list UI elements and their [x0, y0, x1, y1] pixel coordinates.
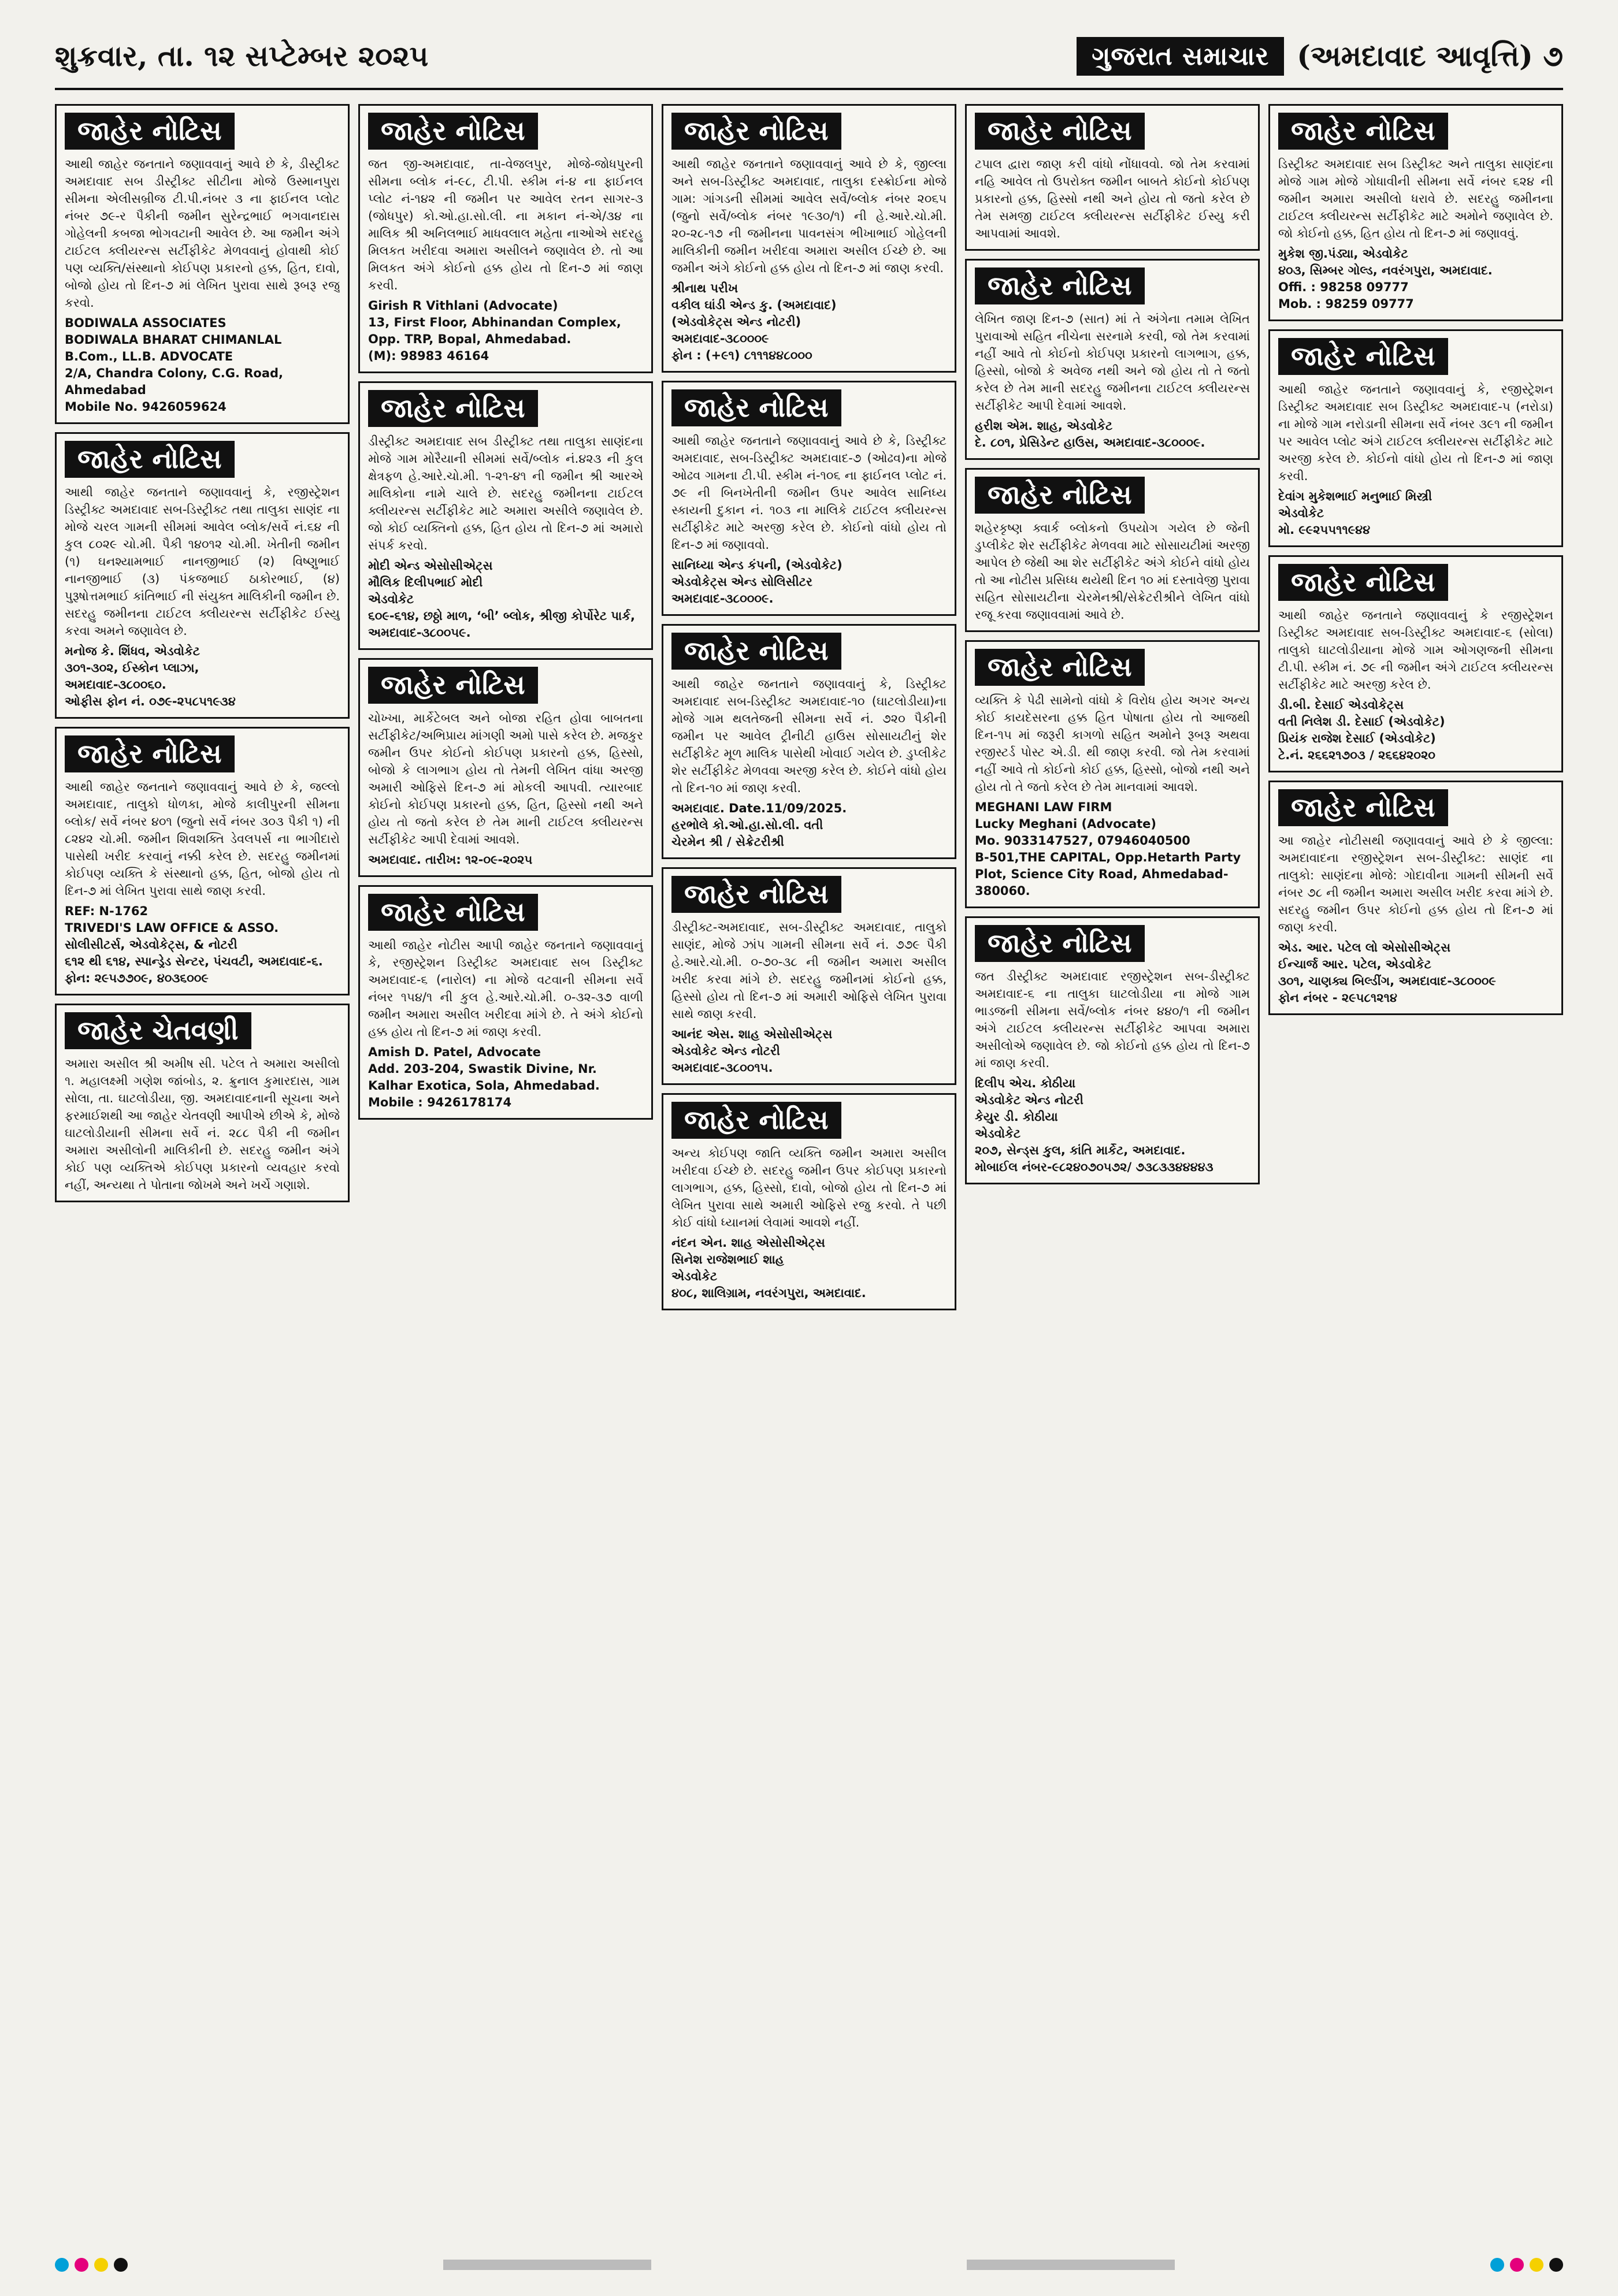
notice-body: આથી જાહેર જનતાને જણાવવાનું કે, ડિસ્ટ્રીક્ટ અમદાવાદ સબ-ડિસ્ટ્રીક્ટ અમદાવાદ-૧૦ (ઘાટલોડીયા)ના મોજે ગામ થલતેજની સીમના સર્વે નં. ૭૨૦ પૈકીની જમીન પર આવેલ ટ્રીનીટી હાઉસ સોસાયટીનું શેર સર્ટીફીકેટ મૂળ માલિક પાસેથી ખોવાઈ ગયેલ છે. ડુપ્લીકેટ શેર સર્ટીફીકેટ મેળવવા અરજી કરેલ છે. કોઈને વાંધો હોય તો દિન-૧૦ માં જાણ કરવી. [671, 677, 947, 795]
notice-title: જાહેર નોટિસ [1278, 113, 1448, 150]
notice-body: શહેરકૃષ્ણ ક્વાર્ક બ્લોકનો ઉપયોગ ગયેલ છે જેની ડુપ્લીકેટ શેર સર્ટીફીકેટ મેળવવા માટે સોસાયટીમાં અરજી આપેલ છે જેથી આ શેર સર્ટીફીકેટ અંગે કોઈને વાંધો હોય તો આ નોટીસ પ્રસિધ્ધ થયેથી દિન ૧૦ માં દસ્તાવેજી પુરાવા સહિત સોસાયટીના ચેરમેનશ્રી/સેક્રેટરીશ્રીને લેખિત વાંધો રજૂ કરવા જણાવવામાં આવે છે. [975, 521, 1250, 622]
notice-body: આથી જાહેર જનતાને જણાવવાનું આવે છે કે, જીલ્લા અને સબ-ડિસ્ટ્રીક્ટ અમદાવાદ, તાલુકા દસ્ક્રોઈના મોજે ગામ: ગાંગડની સીમમાં આવેલ સર્વે/બ્લોક નંબર ૨૦૬૫ (જુનો સર્વે/બ્લોક નંબર ૧૯૩૦/૧) ની હે.આરે.ચો.મી. ૨૦-૨૮-૧૭ ની જમીનના પાવનસંગ ભીખાભાઈ ગોહેલની માલિકીની જમીન ખરીદવા અમારા અસીલ ઈચ્છે છે. આ જમીન અંગે કોઈનો હક્ક હોય તો દિન-૭ માં જાણ કરવી. [671, 157, 947, 275]
column-4 [965, 104, 1260, 2242]
notice-box [55, 432, 350, 719]
notice-signature: શ્રીનાથ પરીખ વકીલ ઘાંડી એન્ડ કુ. (અમદાવાદ) (એડવોકેટ્સ એન્ડ નોટરી) અમદાવાદ-૩૮૦૦૦૯ ફોન : (+૯૧) ૮૧૧૧૪૪૮૦૦૦ [671, 281, 837, 362]
notice-body: વ્યક્તિ કે પેઢી સામેનો વાંધો કે વિરોધ હોય અગર અન્ય કોઈ કાયદેસરના હક્ક હિત પોષાતા હોય તો આજથી દિન-૧૫ માં જરૂરી કાગળો સહિત અમોને રૂબરૂ અથવા રજીસ્ટર્ડ પોસ્ટ એ.ડી. થી જાણ કરવી. જો તેમ કરવામાં નહીં આવે તો કોઈનો કોઈ હક્ક, હિસ્સો, બોજો નથી અને હોય તો તે જતો કરેલ છે તેમ માનવામાં આવશે. [975, 693, 1250, 794]
notice-title: જાહેર નોટિસ [1278, 789, 1448, 826]
notice-title: જાહેર નોટિસ [368, 113, 538, 150]
notice-box [965, 640, 1260, 908]
notice-body: આથી જાહેર જનતાને જણાવવાનું કે, રજીસ્ટ્રેશન ડિસ્ટ્રીક્ટ અમદાવાદ સબ-ડિસ્ટ્રીક્ટ તથા તાલુકા સાણંદ ના મોજે ચરલ ગામની સીમમાં આવેલ બ્લોક/સર્વે નં.૬૪ ની કુલ ૮૦૨૯ ચો.મી. પૈકી ૧૪૦૧૨ ચો.મી. ખેતીની જમીન (૧) ઘનશ્યામભાઈ નાનજીભાઈ (૨) વિષ્ણુભાઈ નાનજીભાઈ (૩) પંકજભાઈ ઠાકોરભાઈ, (૪) પુરૂષોત્તમભાઈ કાંતિભાઈ ની સંયુક્ત માલિકીની જમીન છે. સદરહુ જમીનના ટાઈટલ ક્લીયરન્સ સર્ટીફીકેટ ઈસ્યુ કરવા અમને જણાવેલ છે. [65, 485, 340, 638]
notice-body: જત જી-અમદાવાદ, તા-વેજલપુર, મોજે-જોધપુરની સીમના બ્લોક નં-૯૮, ટી.પી. સ્કીમ નં-૪ ના ફાઈનલ પ્લોટ નં-૧૪૨ ની જમીન પર આવેલ રતન સાગર-૩ (જોધપુર) કો.ઓ.હા.સો.લી. ના મકાન નં-એ/૩૪ ના માલિક શ્રી અનિલભાઈ માધવલાલ મહેતા નાઓએ સદરહુ મિલકત ખરીદવા અમારા અસીલને જણાવેલ છે. તો આ મિલકત અંગે કોઈનો હક્ક હોય તો દિન-૭ માં જાણ કરવી. [368, 157, 643, 292]
notice-title: જાહેર નોટિસ [671, 389, 841, 426]
column-1 [55, 104, 350, 2242]
notice-body: ડીસ્ટ્રીક્ટ અમદાવાદ સબ ડીસ્ટ્રીક્ટ તથા તાલુકા સાણંદના મોજે ગામ મોરૈયાની સીમમાં સર્વે/બ્લોક નં.૪૨૩ ની કુલ ક્ષેત્રફળ હે.આરે.ચો.મી. ૧-૨૧-૪૧ ની જમીન શ્રી આરએ માલિકોના નામે ચાલે છે. સદરહુ જમીનના ટાઈટલ ક્લીયરન્સ સર્ટીફીકેટ માટે અમારા અસીલે જણાવેલ છે. જો કોઈ વ્યક્તિનો હક્ક, હિત હોય તો દિન-૭ માં અમારો સંપર્ક કરવો. [368, 434, 643, 552]
notice-body: અમારા અસીલ શ્રી અમીષ સી. પટેલ તે અમારા અસીલો ૧. મહાલક્ષ્મી ગણેશ જાંબોડ, ૨. ક્રુનાલ કુમારદાસ, ગામ સોલા, તા. ઘાટલોડીયા, જી. અમદાવાદનાની સૂચના અને ફરમાઈશથી આ જાહેર ચેતવણી આપીએ છીએ કે, મોજે ઘાટલોડીયાની સીમના સર્વે નં. ૨૮૮ પૈકી ની જમીન અમારા અસીલોની માલિકીની છે. સદરહુ જમીન અંગે કોઈ પણ વ્યક્તિએ કોઈપણ પ્રકારનો વ્યવહાર કરવો નહીં, અન્યથા તે પોતાના જોખમે અને ખર્ચે ગણાશે. [65, 1057, 340, 1192]
notice-title: જાહેર નોટિસ [368, 894, 538, 931]
page-header [55, 30, 1563, 82]
notice-body: ટપાલ દ્વારા જાણ કરી વાંધો નોંધાવવો. જો તેમ કરવામાં નહિ આવેલ તો ઉપરોક્ત જમીન બાબતે કોઈનો કોઈપણ પ્રકારનો હક્ક, હિસ્સો નથી અને હોય તો જતો કરેલ છે તેમ સમજી ટાઈટલ ક્લીયરન્સ સર્ટીફીકેટ ઈસ્યુ કરી આપવામાં આવશે. [975, 157, 1250, 240]
notice-box [55, 104, 350, 424]
notice-signature: નંદન એન. શાહ એસોસીએટ્સ સિનેશ રાજેશભાઈ શાહ એડવોકેટ ૪૦૮, શાલિગ્રામ, નવરંગપુરા, અમદાવાદ. [671, 1236, 866, 1300]
warning-box [55, 1004, 350, 1202]
notice-body: ડીસ્ટ્રીક્ટ-અમદાવાદ, સબ-ડીસ્ટ્રીક્ટ અમદાવાદ, તાલુકો સાણંદ, મોજે ઝાંપ ગામની સીમના સર્વે નં. ૭૭૯ પૈકી હે.આરે.ચો.મી. ૦-૭૦-૩૮ ની જમીન અમારા અસીલ ખરીદ કરવા માંગે છે. સદરહુ જમીનમાં કોઈનો હક્ક, હિસ્સો હોય તો દિન-૭ માં અમારી ઓફિસે લેખિત પુરાવા સાથે જાણ કરવી. [671, 920, 947, 1021]
print-footer [55, 2256, 1563, 2273]
notice-box [662, 381, 956, 616]
notice-signature: દેવાંગ મુકેશભાઈ મનુભાઈ મિસ્ત્રી એડવોકેટ મો. ૯૯૨૫૫૧૧૯૪૪ [1278, 489, 1433, 537]
notice-signature: BODIWALA ASSOCIATES BODIWALA BHARAT CHIMANLAL B.Com., LL.B. ADVOCATE 2/A, Chandra Colony, C.G. Road, Ahmedabad Mobile No. 9426059624 [65, 316, 284, 414]
notice-title: જાહેર નોટિસ [671, 1102, 841, 1139]
notice-body: આથી જાહેર જનતાને જણાવવાનું આવે છે કે, જલ્લો અમદાવાદ, તાલુકો ધોળકા, મોજે કાલીપુરની સીમના બ્લોક/ સર્વે નંબર ૪૦૧ (જુનો સર્વે નંબર ૩૦૩ પૈકી ૧) ની ૮૨૪૨ ચો.મી. જમીન શિવશક્તિ ડેવલપર્સ ના ભાગીદારો પાસેથી ખરીદ કરવાનું નક્કી કરેલ છે. સદરહુ જમીનમાં કોઈપણ વ્યક્તિ કે સંસ્થાનો હક્ક, હિત, બોજો હોય તો દિન-૭ માં લેખિત પુરાવા સાથે જાણ કરવી. [65, 780, 340, 898]
header-rule [55, 88, 1563, 90]
notice-title: જાહેર નોટિસ [975, 925, 1145, 962]
notice-title: જાહેર નોટિસ [671, 113, 841, 150]
registration-dots-right [1490, 2258, 1563, 2272]
notice-title: જાહેર નોટિસ [1278, 564, 1448, 601]
notice-signature: સાનિધ્યા એન્ડ કંપની, (એડવોકેટ) એડવોકેટ્સ એન્ડ સોલિસીટર અમદાવાદ-૩૮૦૦૦૯. [671, 558, 843, 605]
notice-title: જાહેર નોટિસ [1278, 338, 1448, 375]
notice-box [358, 381, 653, 650]
notice-signature: દિલીપ એચ. કોઠીયા એડવોકેટ એન્ડ નોટરી કેયુર ડી. કોઠીયા એડવોકેટ ૨૦૭, સેન્ડ્સ કુલ, કાંતિ માર્કેટ, અમદાવાદ. મોબાઈલ નંબર-૯૮૨૪૦૭૦૫૭૨/ ૭૩૮૩૩૪૪૪૪૩ [975, 1076, 1214, 1174]
notice-box [662, 1093, 956, 1310]
black-dot [1549, 2258, 1563, 2272]
column-5 [1268, 104, 1563, 2242]
notice-box [1268, 329, 1563, 547]
notice-body: જત ડીસ્ટ્રીક્ટ અમદાવાદ રજીસ્ટ્રેશન સબ-ડીસ્ટ્રીક્ટ અમદાવાદ-૬ ના તાલુકા ઘાટલોડીયા ના મોજે ગામ ભાડજની સીમના સર્વે/બ્લોક નંબર ૪૪૦/૧ ની જમીન અંગે ટાઈટલ ક્લીયરન્સ સર્ટીફીકેટ આપવા અમારા અસીલોએ જણાવેલ છે. જો કોઈનો હક્ક હોય તો દિન-૭ માં જાણ કરવી. [975, 969, 1250, 1070]
notice-box [1268, 104, 1563, 321]
notice-signature: મનોજ કે. શિંધવ, એડવોકેટ ૩૦૧-૩૦૨, ઈસ્કોન પ્લાઝા, અમદાવાદ-૩૮૦૦૬૦. ઓફીસ ફોન નં. ૦૭૯-૨૫૮૫૧૯૩૪ [65, 644, 236, 708]
header-right [1077, 37, 1563, 76]
edition-label: (અમદાવાદ આવૃત્તિ) ૭ [1297, 39, 1563, 73]
notice-box [358, 885, 653, 1120]
magenta-dot [75, 2258, 88, 2272]
notice-title: જાહેર નોટિસ [368, 667, 538, 704]
notice-title: જાહેર નોટિસ [65, 735, 235, 772]
notice-box [965, 104, 1260, 251]
notice-body: આ જાહેર નોટીસથી જણાવવાનું આવે છે કે જીલ્લા: અમદાવાદના રજીસ્ટ્રેશન સબ-ડીસ્ટ્રીક્ટ: સાણંદ ના તાલુકો: સાણંદના મોજે: ગોદાવીના ગામની સીમની સર્વે નંબર ૭૮ ની જમીન અમારા અસીલ ખરીદ કરવા માંગે છે. સદરહુ જમીન ઉપર કોઈનો હક્ક હોય તો દિન-૭ માં જાણ કરવી. [1278, 834, 1553, 934]
notice-signature: ડી.બી. દેસાઈ એડવોકેટ્સ વતી નિલેશ ડી. દેસાઈ (એડવોકેટ) પ્રિયંક રાજેશ દેસાઈ (એડવોકેટ) ટે.નં. ૨૬૬૨૧૭૦૩ / ૨૬૬૪૨૦૨૦ [1278, 698, 1445, 762]
yellow-dot [1530, 2258, 1543, 2272]
notice-box [662, 867, 956, 1085]
notice-title: જાહેર નોટિસ [65, 441, 235, 478]
registration-dots-left [55, 2258, 128, 2272]
column-2 [358, 104, 653, 2242]
magenta-dot [1510, 2258, 1524, 2272]
newspaper-logo: ગુજરાત સમાચાર [1077, 37, 1284, 76]
notice-box [965, 259, 1260, 460]
notice-body: ડિસ્ટ્રીક્ટ અમદાવાદ સબ ડિસ્ટ્રીક્ટ અને તાલુકા સાણંદના મોજે ગામ મોજે ગોધાવીની સીમના સર્વે નંબર ૬૨૪ ની જમીન અમારા અસીલો ધરાવે છે. સદરહુ જમીનના ટાઈટલ ક્લીયરન્સ સર્ટીફીકેટ માટે અમોને જણાવેલ છે. જો કોઈનો હક્ક, હિત હોય તો દિન-૭ માં જણાવવું. [1278, 157, 1553, 240]
notice-body: આથી જાહેર જનતાને જણાવવાનું કે રજીસ્ટ્રેશન ડિસ્ટ્રીક્ટ અમદાવાદ સબ-ડિસ્ટ્રીક્ટ અમદાવાદ-૬ (સોલા) તાલુકો ઘાટલોડીયાના મોજે ગામ ઓગણજની સીમના ટી.પી. સ્કીમ નં. ૭૯ ની જમીન અંગે ટાઈટલ ક્લીયરન્સ સર્ટીફીકેટ માટે અરજી કરેલ છે. [1278, 608, 1553, 692]
black-dot [114, 2258, 128, 2272]
notice-signature: REF: N-1762 TRIVEDI'S LAW OFFICE & ASSO. સોલીસીટર્સ, એડવોકેટ્સ, & નોટરી ૬૧૨ થી ૬૧૪, સ્પાન્ડ્રેડ સેન્ટર, પંચવટી, અમદાવાદ-૬. ફોન: ૨૯૫૭૭૦૯, ૪૦૩૬૦૦૯ [65, 904, 323, 985]
notice-signature: એડ. આર. પટેલ લો એસોસીએટ્સ ઈન્ચાર્જ આર. પટેલ, એડવોકેટ ૩૦૧, ચાણક્ય બિલ્ડીંગ, અમદાવાદ-૩૮૦૦૦૯ ફોન નંબર - ૨૯૫૮૧૨૧૪ [1278, 941, 1496, 1005]
notice-box [965, 468, 1260, 632]
notice-body: આથી જાહેર નોટીસ આપી જાહેર જનતાને જણાવવાનું કે, રજીસ્ટ્રેશન ડિસ્ટ્રીક્ટ અમદાવાદ સબ ડિસ્ટ્રીક્ટ અમદાવાદ-૬ (નારોલ) ના મોજે વટવાની સીમના સર્વે નંબર ૧૫૪/૧ ની કુલ હે.આરે.ચો.મી. ૦-૩૨-૩૭ વાળી જમીન અમારા અસીલ ખરીદવા માંગે છે. તે અંગે કોઈનો હક્ક હોય તો દિન-૭ માં જાણ કરવી. [368, 938, 643, 1039]
notice-box [662, 624, 956, 859]
cyan-dot [55, 2258, 69, 2272]
notice-body: અન્ય કોઈપણ જાતિ વ્યક્તિ જમીન અમારા અસીલ ખરીદવા ઈચ્છે છે. સદરહુ જમીન ઉપર કોઈપણ પ્રકારનો લાગભાગ, હક્ક, હિસ્સો, દાવો, બોજો હોય તો દિન-૭ માં લેખિત પુરાવા સાથે અમારી ઓફિસે રજુ કરવો. તે પછી કોઈ વાંધો ધ્યાનમાં લેવામાં આવશે નહીં. [671, 1146, 947, 1229]
notice-body: ચોખ્ખા, માર્કેટેબલ અને બોજા રહિત હોવા બાબતના સર્ટીફીકેટ/અભિપ્રાય માંગણી અમો પાસે કરેલ છે. મજકુર જમીન ઉપર કોઈનો કોઈપણ પ્રકારનો હક્ક, હિસ્સો, બોજો કે લાગભાગ હોય તો તેમની લેખિત વાંધા અરજી અમારી ઓફિસે દિન-૭ માં મોકલી આપવી. ત્યારબાદ કોઈનો કોઈપણ પ્રકારનો હક્ક, હિત, હિસ્સો નથી અને હોય તો જતો કરેલ છે તેમ માની ટાઈટલ ક્લીયરન્સ સર્ટીફીકેટ આપી દેવામાં આવશે. [368, 711, 643, 846]
notice-box [1268, 555, 1563, 772]
notice-signature: મોદી એન્ડ એસોસીએટ્સ મૌલિક દિલીપભાઈ મોદી એડવોકેટ ૬૦૯-૬૧૪, છઠ્ઠો માળ, ‘બી’ બ્લોક, શ્રીજી કોર્પોરેટ પાર્ક, અમદાવાદ-૩૮૦૦૫૯. [368, 559, 635, 640]
notice-signature: મુકેશ જી.પંડ્યા, એડવોકેટ ૪૦૩, સિમ્બર ગોલ્ડ, નવરંગપુરા, અમદાવાદ. Offi. : 98258 09777 Mob. : 98259 09777 [1278, 247, 1493, 311]
notice-box [965, 916, 1260, 1184]
notice-signature: Girish R Vithlani (Advocate) 13, First Floor, Abhinandan Complex, Opp. TRP, Bopal, Ahmedabad. (M): 98983 46164 [368, 299, 621, 363]
notice-signature: અમદાવાદ. Date.11/09/2025. હરભોલે કો.ઓ.હા.સો.લી. વતી ચેરમેન શ્રી / સેક્રેટરીશ્રી [671, 801, 847, 849]
notice-box [1268, 781, 1563, 1015]
notice-body: લેખિત જાણ દિન-૭ (સાત) માં તે અંગેના તમામ લેખિત પુરાવાઓ સહિત નીચેના સરનામે કરવી, જો તેમ કરવામાં નહીં આવે તો કોઈનો કોઈપણ પ્રકારનો લાગભાગ, હક્ક, હિસ્સો, બોજો કે અવેજ નથી અને જો હોય તો તે જતો કરેલ છે તેમ માની સદરહુ જમીનના ટાઈટલ ક્લીયરન્સ સર્ટીફીકેટ આપી દેવામાં આવશે. [975, 312, 1250, 413]
notice-title: જાહેર નોટિસ [671, 876, 841, 913]
notice-title: જાહેર નોટિસ [975, 113, 1145, 150]
notice-title: જાહેર નોટિસ [368, 390, 538, 427]
notice-signature: MEGHANI LAW FIRM Lucky Meghani (Advocate) Mo. 9033147527, 07946040500 B-501,THE CAPITAL, Opp.Hetarth Party Plot, Science City Road, Ahmedabad-380060. [975, 800, 1241, 898]
column-3 [662, 104, 956, 2242]
notice-signature: Amish D. Patel, Advocate Add. 203-204, Swastik Divine, Nr. Kalhar Exotica, Sola, Ahmedabad. Mobile : 9426178174 [368, 1045, 600, 1109]
notice-box [662, 104, 956, 373]
cyan-dot [1490, 2258, 1504, 2272]
yellow-dot [94, 2258, 108, 2272]
notice-title: જાહેર નોટિસ [671, 633, 841, 670]
notice-title: જાહેર નોટિસ [65, 113, 235, 150]
notice-signature: આનંદ એસ. શાહ એસોસીએટ્સ એડવોકેટ એન્ડ નોટરી અમદાવાદ-૩૮૦૦૧૫. [671, 1027, 833, 1075]
notice-body: આથી જાહેર જનતાને જણાવવાનું કે, રજીસ્ટ્રેશન ડિસ્ટ્રીક્ટ અમદાવાદ સબ ડિસ્ટ્રીક્ટ અમદાવાદ-૫ (નરોડા) ના મોજે ગામ નરોડાની સીમના સર્વે નંબર ૩૯૧ ની જમીન પર આવેલ પ્લોટ અંગે ટાઈટલ ક્લીયરન્સ સર્ટીફીકેટ માટે અરજી કરેલ છે. કોઈનો વાંધો હોય તો દિન-૭ માં જાણ કરવી. [1278, 382, 1553, 483]
notice-title: જાહેર નોટિસ [975, 649, 1145, 686]
warning-title: જાહેર ચેતવણી [65, 1012, 251, 1049]
issue-date: શુક્રવાર, તા. ૧૨ સપ્ટેમ્બર ૨૦૨૫ [55, 39, 429, 73]
notice-box [55, 727, 350, 995]
notice-signature: હરીશ એમ. શાહ, એડવોકેટ દે. ૮૦૧, પ્રેસિડેન્ટ હાઉસ, અમદાવાદ-૩૮૦૦૦૯. [975, 419, 1205, 449]
notice-title: જાહેર નોટિસ [975, 477, 1145, 514]
color-bar [967, 2260, 1175, 2270]
notice-body: આથી જાહેર જનતાને જણાવવાનું આવે છે કે, ડીસ્ટ્રીક્ટ અમદાવાદ સબ ડીસ્ટ્રીક્ટ સીટીના મોજે ઉસ્માનપુરા સીમના એલીસબ્રીજ ટી.પી.નંબર ૩ ના ફાઈનલ પ્લોટ નંબર ૭૯-ર પૈકીની જમીન સુરેન્દ્રભાઈ ભગવાનદાસ ગોહેલની કબજા ભોગવટાની આવેલ છે. આ જમીન અંગે ટાઈટલ ક્લીયરન્સ સર્ટીફીકેટ મેળવવાનું હોવાથી કોઈ પણ વ્યક્તિ/સંસ્થાનો કોઈપણ પ્રકારનો હક્ક, હિત, દાવો, બોજો હોય તો દિન-૭ માં લેખિત પુરાવા સાથે રૂબરૂ રજુ કરવો. [65, 157, 340, 310]
notice-box [358, 104, 653, 373]
notice-signature: અમદાવાદ. તારીખ: ૧૨-૦૯-૨૦૨૫ [368, 853, 533, 867]
notice-box [358, 658, 653, 877]
notice-title: જાહેર નોટિસ [975, 268, 1145, 304]
notice-body: આથી જાહેર જનતાને જણાવવાનું આવે છે કે, ડિસ્ટ્રીક્ટ અમદાવાદ, સબ-ડિસ્ટ્રીક્ટ અમદાવાદ-૭ (ઓઢવ)ના મોજે ઓઢવ ગામના ટી.પી. સ્કીમ નં-૧૦૬ ના ફાઈનલ પ્લોટ નં. ૭૯ ની બિનખેતીની જમીન ઉપર આવેલ સાનિધ્ય સ્કાયની દુકાન નં. ૧૦૩ ના માલિકે ટાઈટલ ક્લીયરન્સ સર્ટીફીકેટ માટે અરજી કરેલ છે. કોઈનો વાંધો હોય તો દિન-૭ માં જણાવવો. [671, 434, 947, 552]
color-bar [443, 2260, 651, 2270]
